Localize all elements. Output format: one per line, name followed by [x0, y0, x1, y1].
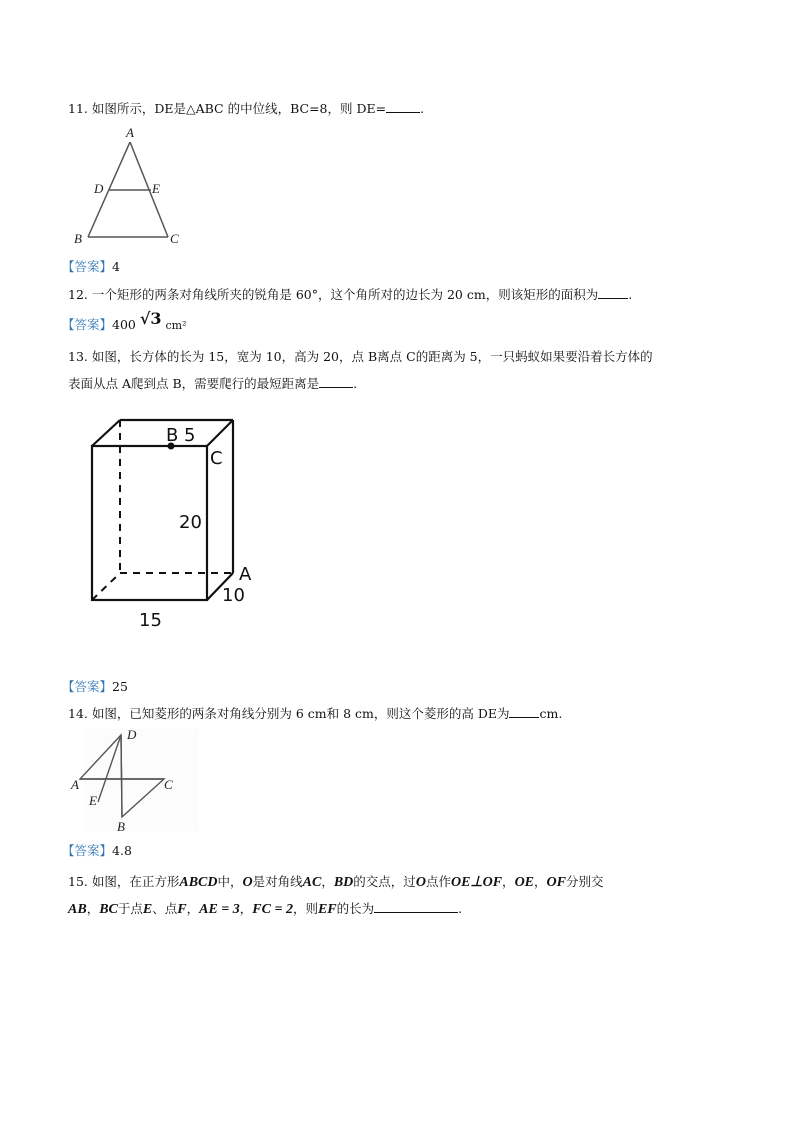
label-d: D	[94, 181, 104, 196]
question-13-line1: 13. 如图，长方体的长为 15，宽为 10，高为 20，点 B离点 C的距离为 5，一只蚂蚁如果要沿着长方体的	[68, 349, 653, 364]
math: O	[242, 875, 253, 890]
math: OF	[546, 875, 566, 890]
label-a: A	[239, 564, 252, 585]
text: ，	[321, 874, 334, 889]
label-20: 20	[179, 512, 202, 533]
unit: cm.	[539, 706, 563, 721]
question-12-text: 12. 一个矩形的两条对角线所夹的锐角是 60°，这个角所对的边长为 20 cm，则该矩形的面积为	[68, 287, 599, 302]
math: ABCD	[179, 875, 218, 890]
text: 于点	[117, 901, 143, 916]
label-b: B	[74, 231, 82, 246]
question-14-text: 14. 如图，已知菱形的两条对角线分别为 6 cm和 8 cm，则这个菱形的高 DE为	[68, 706, 510, 721]
math: AB	[68, 902, 87, 917]
period: .	[353, 376, 358, 391]
label-b: B	[117, 819, 125, 834]
label-10: 10	[222, 585, 245, 606]
label-d: D	[127, 727, 137, 742]
answer-14	[62, 841, 132, 859]
math: FC = 2	[252, 902, 293, 917]
text: ，	[502, 874, 515, 889]
answer-value: 4	[112, 259, 120, 274]
period: .	[458, 901, 463, 916]
math: F	[177, 902, 187, 917]
text: ，	[186, 901, 200, 916]
question-15-line2	[68, 899, 462, 918]
label-c: C	[164, 777, 173, 792]
answer-value: 400	[112, 317, 136, 332]
math: EF	[317, 902, 337, 917]
answer-root: √3	[139, 309, 162, 328]
label-a: A	[126, 125, 134, 140]
text: ，	[534, 874, 547, 889]
math: BC	[99, 902, 118, 917]
text: 的交点，过	[353, 874, 416, 889]
text: ，	[86, 901, 100, 916]
math: O	[415, 875, 426, 890]
label-b: B	[166, 425, 179, 446]
label-c: C	[210, 448, 223, 469]
text: 15. 如图，在正方形	[68, 874, 180, 889]
math: OE	[514, 875, 535, 890]
answer-unit: cm²	[165, 319, 187, 332]
answer-value: 25	[112, 679, 128, 694]
text: 中，	[217, 874, 243, 889]
period: .	[420, 101, 425, 116]
answer-tag: 【答案】	[62, 843, 113, 858]
text: 、点	[152, 901, 178, 916]
answer-tag: 【答案】	[62, 259, 113, 274]
question-11-text: 11. 如图所示，DE是△ABC 的中位线，BC=8，则 DE=	[68, 101, 387, 116]
answer-tag: 【答案】	[62, 679, 113, 694]
answer-blank	[374, 900, 458, 913]
text: ，	[239, 901, 253, 916]
label-5: 5	[184, 425, 196, 446]
text: 是对角线	[252, 874, 303, 889]
text: 分别交	[565, 874, 604, 889]
math: AE = 3	[199, 902, 240, 917]
text: 点作	[425, 874, 451, 889]
label-e: E	[152, 181, 160, 196]
text: ，则	[292, 901, 318, 916]
math: E	[142, 902, 153, 917]
label-c: C	[170, 231, 179, 246]
math: AC	[302, 875, 322, 890]
answer-tag: 【答案】	[62, 317, 113, 332]
label-e: E	[89, 793, 97, 808]
math: OE⊥OF	[450, 875, 503, 890]
math: BD	[333, 875, 354, 890]
period: .	[628, 287, 633, 302]
label-a: A	[71, 777, 79, 792]
label-15: 15	[139, 610, 162, 631]
text: 的长为	[336, 901, 375, 916]
question-15-line1	[68, 872, 604, 891]
question-13-text: 表面从点 A爬到点 B，需要爬行的最短距离是	[68, 376, 320, 391]
answer-value: 4.8	[112, 843, 132, 858]
